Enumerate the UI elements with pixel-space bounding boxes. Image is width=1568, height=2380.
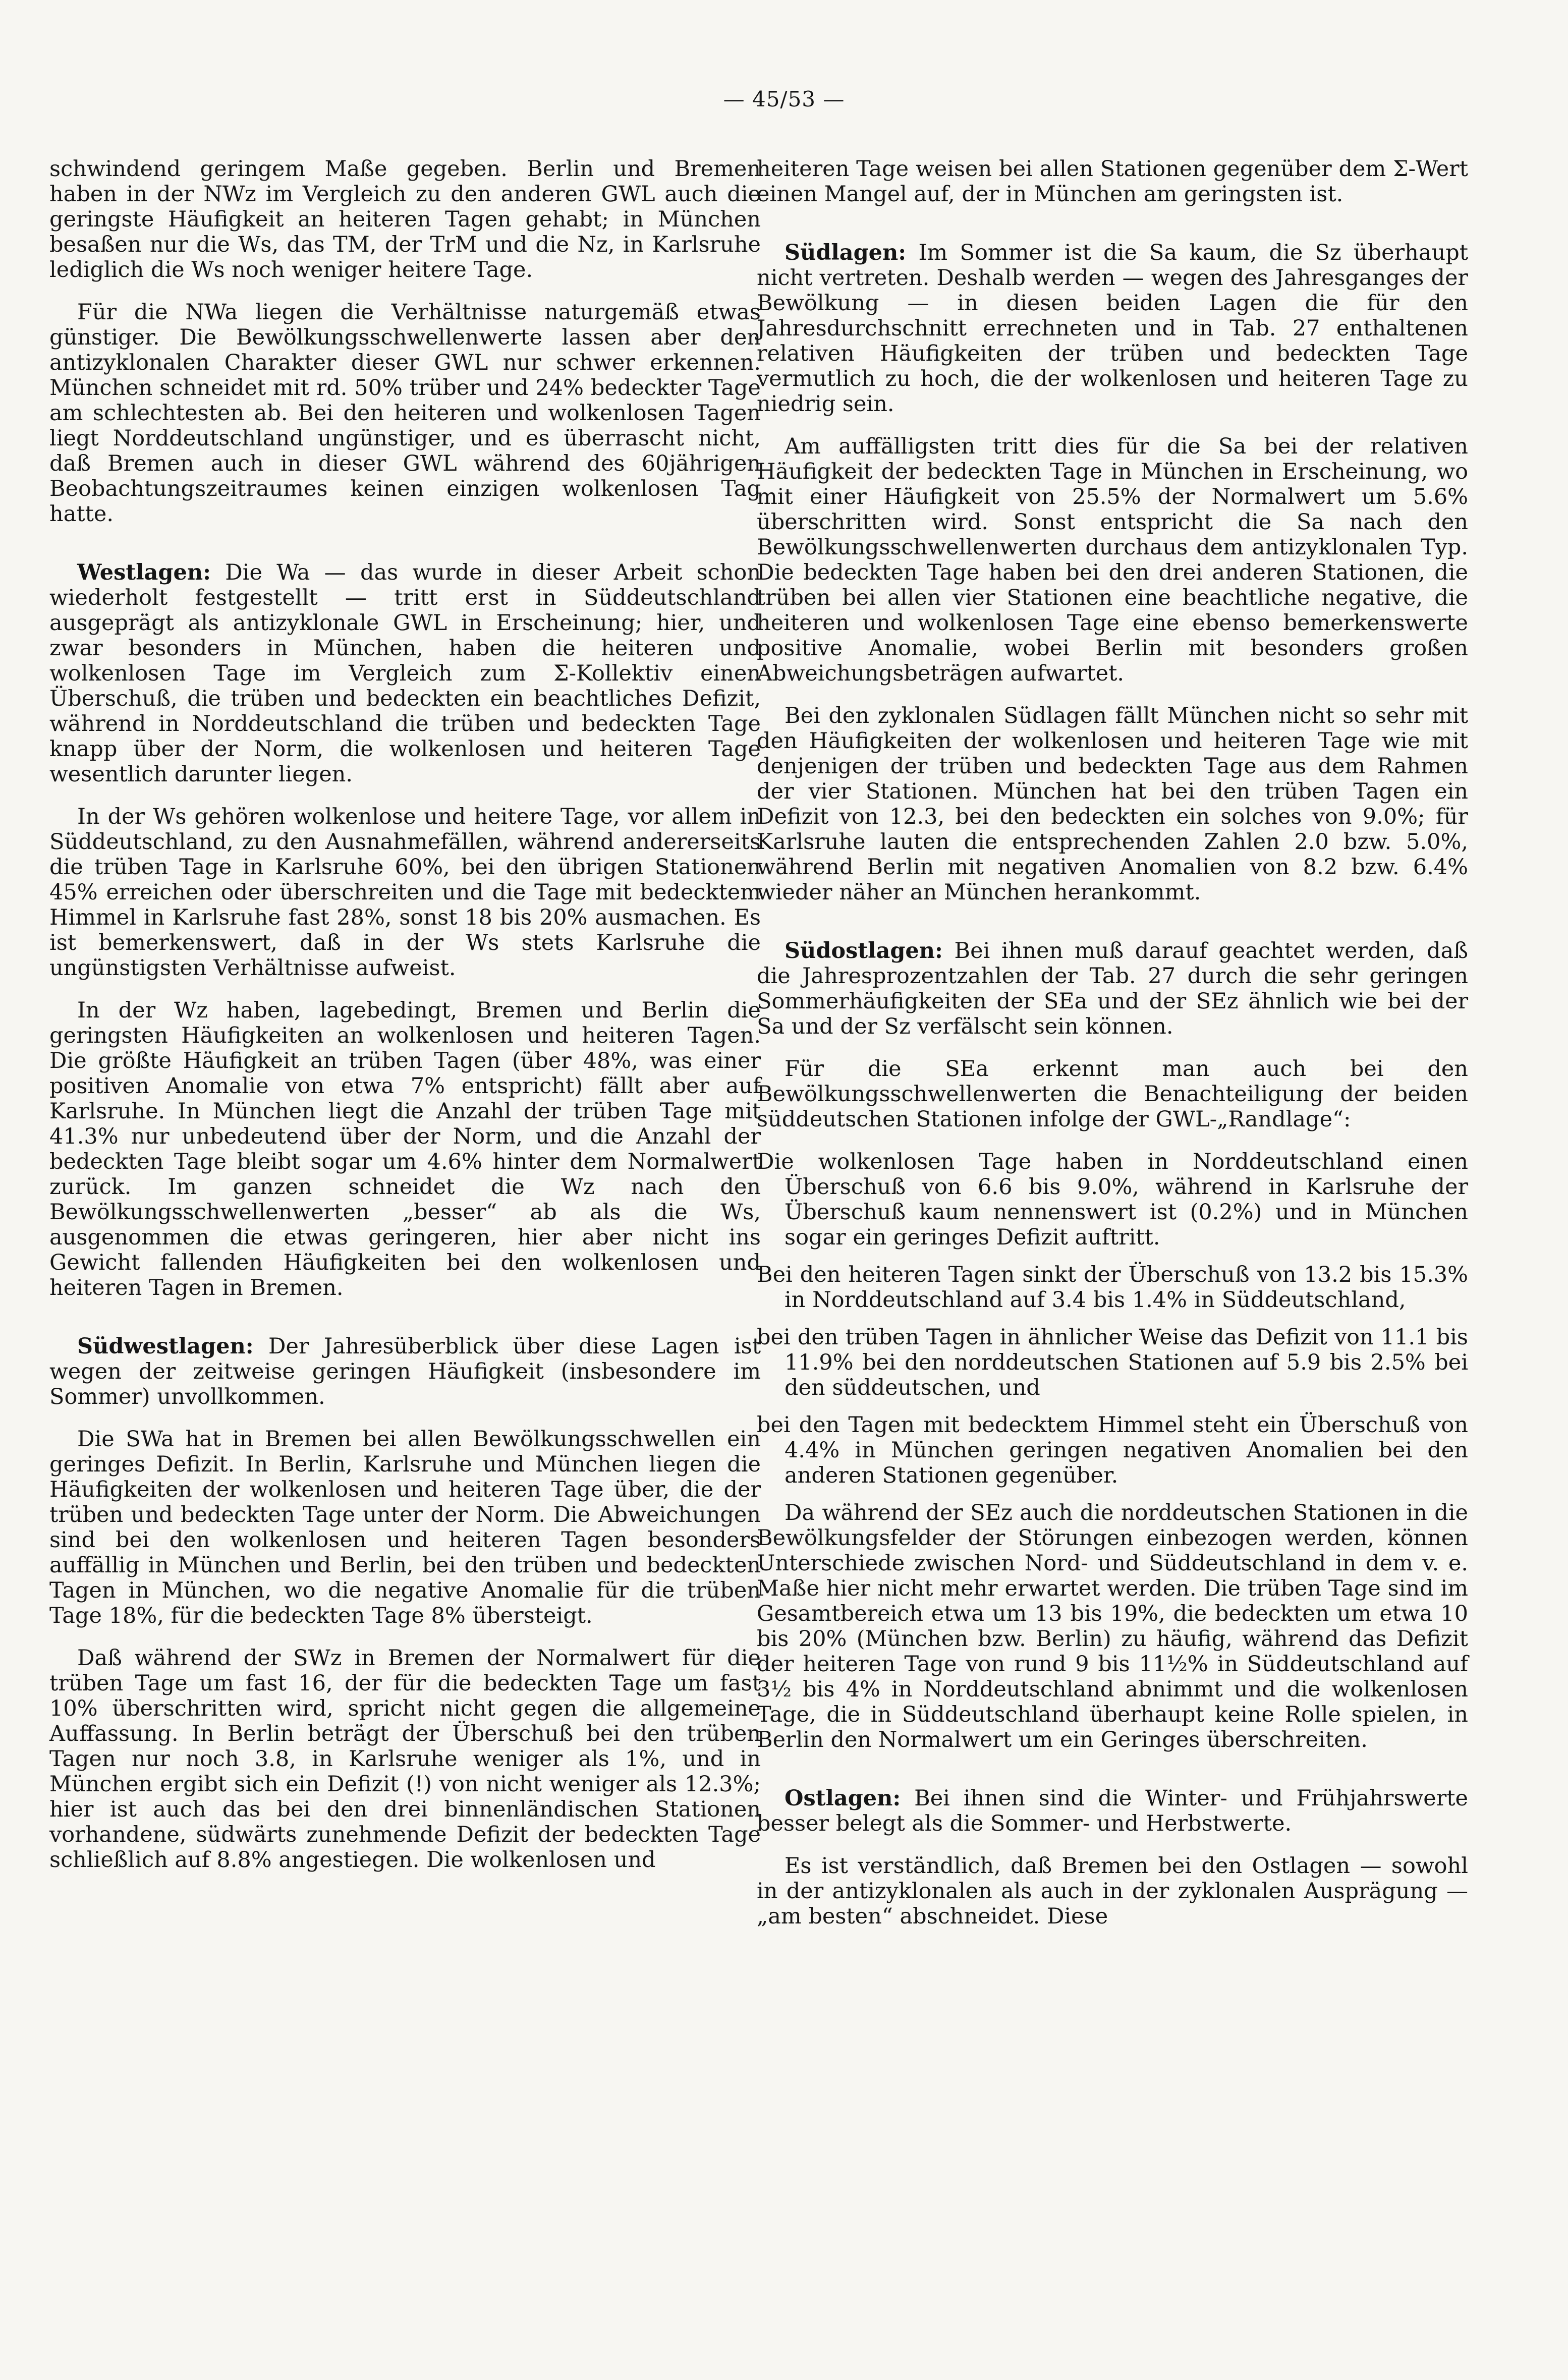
section-heading-suedostlagen: Südostlagen: <box>785 938 943 964</box>
paragraph-sa: Am auffälligsten tritt dies für die Sa bei der relativen Häufigkeit der bedeckten Tage in München in Erscheinung, wo mit einer Häufigkeit von 25.5% der Normalwert um 5.6% überschritten wird. Sonst entspricht die Sa nach den Bewölkungsschwellenwerten durchaus dem antizyklonalen Typ. Die bedeckten Tage haben bei den drei anderen Stationen, die trüben bei allen vier Stationen eine beachtliche negative, die heiteren und wolkenlosen Tage eine ebenso bemerkenswerte positive Anomalie, wobei Berlin mit besonders großen Abweichungsbeträgen aufwartet. <box>757 434 1468 686</box>
paragraph-suedlagen: Südlagen: Im Sommer ist die Sa kaum, die Sz überhaupt nicht vertreten. Deshalb werden — wegen des Jahresganges der Bewölkung — in diesen beiden Lagen die für den Jahresdurchschnitt errechneten und in Tab. 27 enthaltenen relativen Häufigkeiten der trüben und bedeckten Tage vermutlich zu hoch, die der wolkenlosen und heiteren Tage zu niedrig sein. <box>757 240 1468 417</box>
paragraph-sz: Bei den zyklonalen Südlagen fällt München nicht so sehr mit den Häufigkeiten der wolkenlosen und heiteren Tage wie mit denjenigen der trüben und bedeckten Tage aus dem Rahmen der vier Stationen. München hat bei den trüben Tagen ein Defizit von 12.3, bei den bedeckten ein solches von 9.0%; für Karlsruhe lauten die entsprechenden Zahlen 2.0 bzw. 5.0%, während Berlin mit negativen Anomalien von 8.2 bzw. 6.4% wieder näher an München herankommt. <box>757 703 1468 905</box>
section-heading-suedwestlagen: Südwestlagen: <box>77 1334 254 1359</box>
list-item: bei den Tagen mit bedecktem Himmel steht ein Überschuß von 4.4% in München geringen negativen Anomalien bei den anderen Stationen gegenüber. <box>757 1412 1468 1488</box>
paragraph-ostlagen-bremen: Es ist verständlich, daß Bremen bei den Ostlagen — sowohl in der antizyklonalen als auch in der zyklonalen Ausprägung — „am besten“ abschneidet. Diese <box>757 1853 1468 1929</box>
paragraph-swa: Die SWa hat in Bremen bei allen Bewölkungsschwellen ein geringes Defizit. In Berlin, Karlsruhe und München liegen die Häufigkeiten der wolkenlosen und heiteren Tage über, die der trüben und bedeckten Tage unter der Norm. Die Abweichungen sind bei den wolkenlosen und heiteren Tagen besonders auffällig in München und Berlin, bei den trüben und bedeckten Tagen in München, wo die negative Anomalie für die trüben Tage 18%, für die bedeckten Tage 8% übersteigt. <box>49 1427 761 1628</box>
paragraph-wz: In der Wz haben, lagebedingt, Bremen und Berlin die geringsten Häufigkeiten an wolkenlosen und heiteren Tagen. Die größte Häufigkeit an trüben Tagen (über 48%, was einer positiven Anomalie von etwa 7% entspricht) fällt aber auf Karlsruhe. In München liegt die Anzahl der trüben Tage mit 41.3% nur unbedeutend über der Norm, und die Anzahl der bedeckten Tage bleibt sogar um 4.6% hinter dem Normalwert zurück. Im ganzen schneidet die Wz nach den Bewölkungsschwellenwerten „besser“ ab als die Ws, ausgenommen die etwas geringeren, hier aber nicht ins Gewicht fallenden Häufigkeiten bei den wolkenlosen und heiteren Tagen in Bremen. <box>49 998 761 1300</box>
paragraph-continuation: schwindend geringem Maße gegeben. Berlin und Bremen haben in der NWz im Vergleich zu den anderen GWL auch die geringste Häufigkeit an heiteren Tagen gehabt; in München besaßen nur die Ws, das TM, der TrM und die Nz, in Karlsruhe lediglich die Ws noch weniger heitere Tage. <box>49 156 761 282</box>
list-item: bei den trüben Tagen in ähnlicher Weise das Defizit von 11.1 bis 11.9% bei den norddeutschen Stationen auf 5.9 bis 2.5% bei den süddeutschen, und <box>757 1325 1468 1400</box>
right-column <box>757 156 1468 1946</box>
paragraph-suedwestlagen: Südwestlagen: Der Jahresüberblick über diese Lagen ist wegen der zeitweise geringen Häufigkeit (insbesondere im Sommer) unvollkommen. <box>49 1334 761 1409</box>
section-heading-westlagen: Westlagen: <box>77 560 211 585</box>
paragraph-nwa: Für die NWa liegen die Verhältnisse naturgemäß etwas günstiger. Die Bewölkungsschwellenwerte lassen aber den antizyklonalen Charakter dieser GWL nur schwer erkennen. München schneidet mit rd. 50% trüber und 24% bedeckter Tage am schlechtesten ab. Bei den heiteren und wolkenlosen Tagen liegt Norddeutschland ungünstiger, und es überrascht nicht, daß Bremen auch in dieser GWL während des 60jährigen Beobachtungszeitraumes keinen einzigen wolkenlosen Tag hatte. <box>49 300 761 527</box>
paragraph-swz: Daß während der SWz in Bremen der Normalwert für die trüben Tage um fast 16, der für die bedeckten Tage um fast 10% überschritten wird, spricht nicht gegen die allgemeine Auffassung. In Berlin beträgt der Überschuß bei den trüben Tagen nur noch 3.8, in Karlsruhe weniger als 1%, und in München ergibt sich ein Defizit (!) von nicht weniger als 12.3%; hier ist auch das bei den drei binnenländischen Stationen vorhandene, südwärts zunehmende Defizit der bedeckten Tage schließlich auf 8.8% angestiegen. Die wolkenlosen und <box>49 1646 761 1873</box>
paragraph-sez: Da während der SEz auch die norddeutschen Stationen in die Bewölkungsfelder der Störungen einbezogen werden, können Unterschiede zwischen Nord- und Süddeutschland in dem v. e. Maße hier nicht mehr erwartet werden. Die trüben Tage sind im Gesamtbereich etwa um 13 bis 19%, die bedeckten um etwa 10 bis 20% (München bzw. Berlin) zu häufig, während das Defizit der heiteren Tage von rund 9 bis 11½% in Süddeutschland auf 3½ bis 4% in Norddeutschland abnimmt und die wolkenlosen Tage, die in Süddeutschland überhaupt keine Rolle spielen, in Berlin den Normalwert um ein Geringes überschreiten. <box>757 1500 1468 1752</box>
section-heading-ostlagen: Ostlagen: <box>785 1786 901 1811</box>
left-column <box>49 156 761 1890</box>
list-item: Bei den heiteren Tagen sinkt der Überschuß von 13.2 bis 15.3% in Norddeutschland auf 3.4 bis 1.4% in Süddeutschland, <box>757 1262 1468 1313</box>
paragraph-continuation-right: heiteren Tage weisen bei allen Stationen gegenüber dem Σ-Wert einen Mangel auf, der in München am geringsten ist. <box>757 156 1468 207</box>
paragraph-suedostlagen: Südostlagen: Bei ihnen muß darauf geachtet werden, daß die Jahresprozentzahlen der Tab. 27 durch die sehr geringen Sommerhäufigkeiten der SEa und der SEz ähnlich wie bei der Sa und der Sz verfälscht sein können. <box>757 938 1468 1039</box>
paragraph-sea: Für die SEa erkennt man auch bei den Bewölkungsschwellenwerten die Benachteiligung der beiden süddeutschen Stationen infolge der GWL-„Randlage“: <box>757 1056 1468 1132</box>
list-item: Die wolkenlosen Tage haben in Norddeutschland einen Überschuß von 6.6 bis 9.0%, während in Karlsruhe der Überschuß kaum nennenswert ist (0.2%) und in München sogar ein geringes Defizit auftritt. <box>757 1149 1468 1250</box>
paragraph-westlagen: Westlagen: Die Wa — das wurde in dieser Arbeit schon wiederholt festgestellt — tritt erst in Süddeutschland ausgeprägt als antizyklonale GWL in Erscheinung; hier, und zwar besonders in München, haben die heiteren und wolkenlosen Tage im Vergleich zum Σ-Kollektiv einen Überschuß, die trüben und bedeckten ein beachtliches Defizit, während in Norddeutschland die trüben und bedeckten Tage knapp über der Norm, die wolkenlosen und heiteren Tage wesentlich darunter liegen. <box>49 560 761 787</box>
paragraph-ws: In der Ws gehören wolkenlose und heitere Tage, vor allem in Süddeutschland, zu den Ausnahmefällen, während andererseits die trüben Tage in Karlsruhe 60%, bei den übrigen Stationen 45% erreichen oder überschreiten und die Tage mit bedecktem Himmel in Karlsruhe fast 28%, sonst 18 bis 20% ausmachen. Es ist bemerkenswert, daß in der Ws stets Karlsruhe die ungünstigsten Verhältnisse aufweist. <box>49 804 761 981</box>
section-heading-suedlagen: Südlagen: <box>785 240 907 265</box>
page-number: — 45/53 — <box>723 87 845 111</box>
paragraph-ostlagen: Ostlagen: Bei ihnen sind die Winter- und Frühjahrswerte besser belegt als die Sommer- und Herbstwerte. <box>757 1786 1468 1836</box>
